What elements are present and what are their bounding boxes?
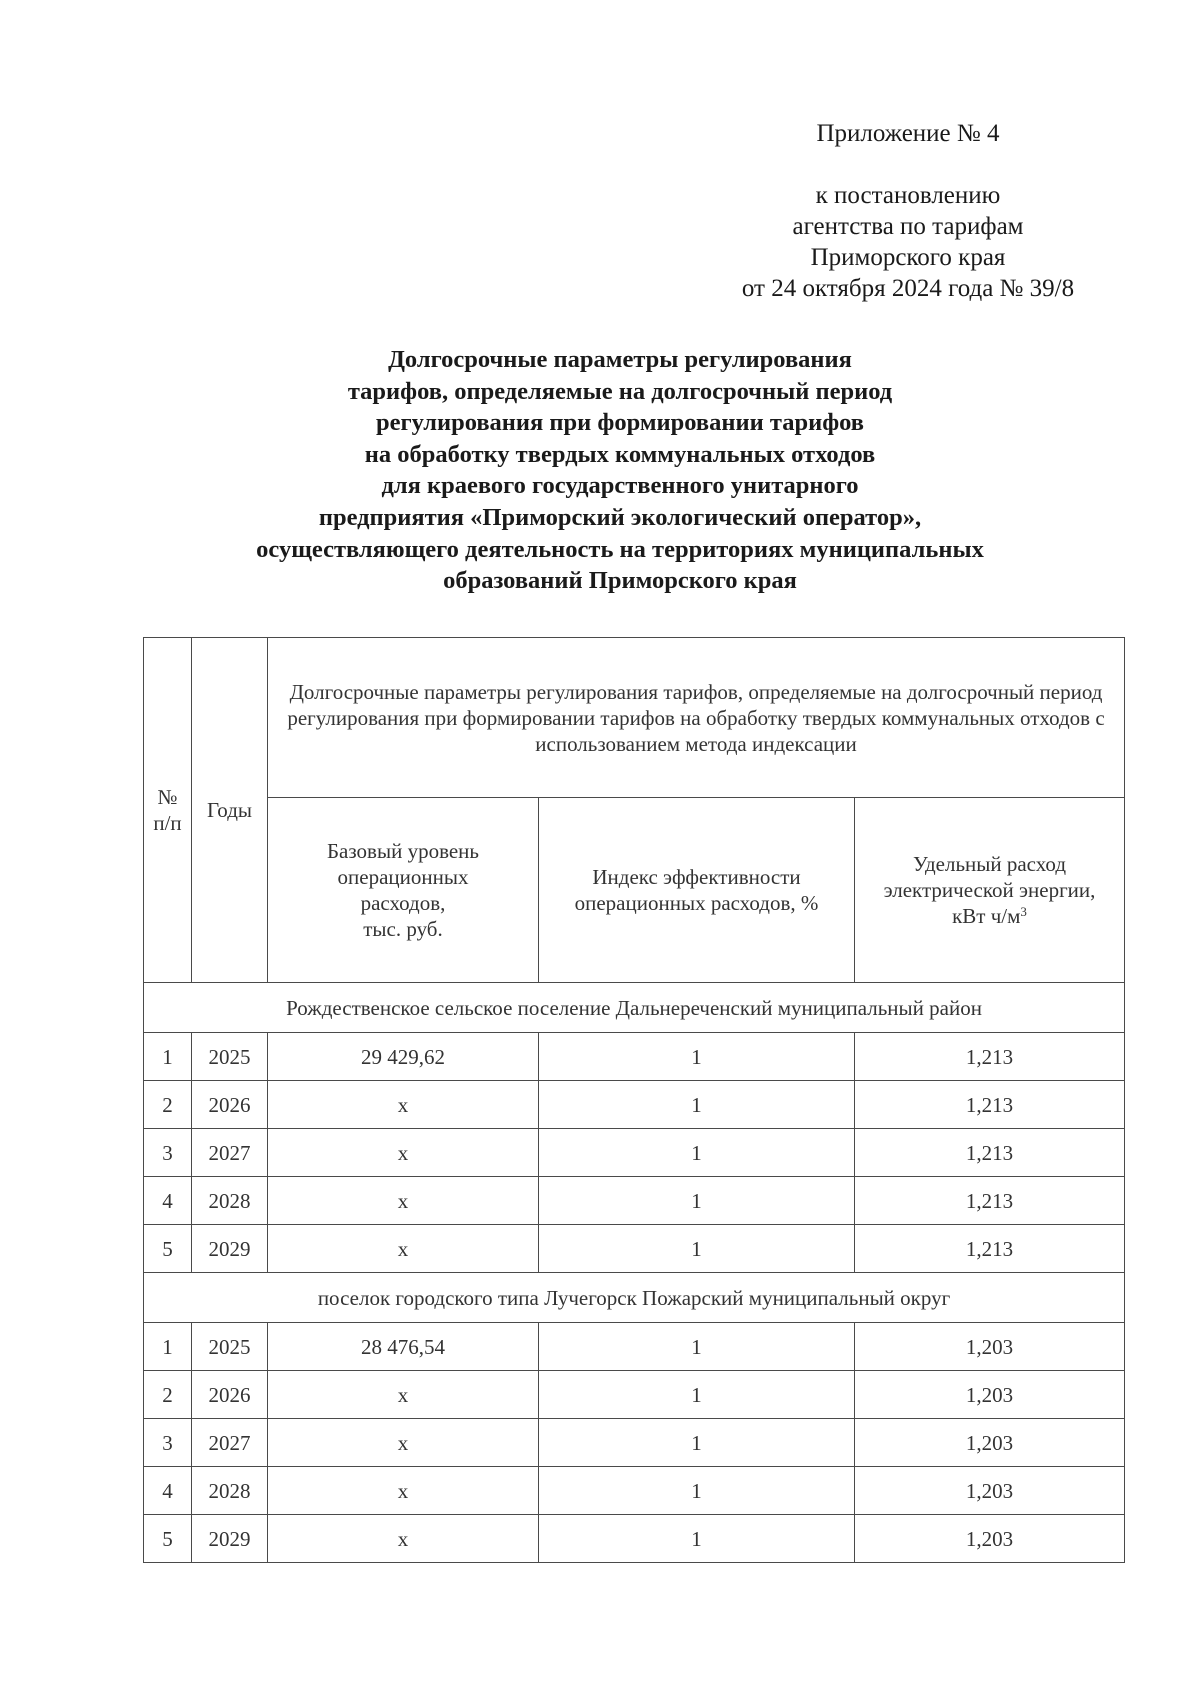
- parameters-table: [143, 637, 1125, 1563]
- cell-year: 2025: [192, 1323, 268, 1371]
- table-row: [144, 1467, 1125, 1515]
- cell-efficiency-index: 1: [539, 1419, 855, 1467]
- cell-efficiency-index: 1: [539, 1323, 855, 1371]
- cell-year: 2029: [192, 1225, 268, 1273]
- cell-base-level: х: [268, 1129, 539, 1177]
- cell-number: 4: [144, 1467, 192, 1515]
- cell-energy-consumption: 1,203: [855, 1419, 1125, 1467]
- cell-year: 2025: [192, 1033, 268, 1081]
- cell-efficiency-index: 1: [539, 1515, 855, 1563]
- cell-number: 4: [144, 1177, 192, 1225]
- appendix-number: Приложение № 4: [816, 120, 1000, 147]
- title-line: осуществляющего деятельность на территориях муниципальных: [256, 535, 984, 563]
- cell-year: 2026: [192, 1081, 268, 1129]
- cell-base-level: 28 476,54: [268, 1323, 539, 1371]
- cell-base-level: х: [268, 1419, 539, 1467]
- cell-number: 3: [144, 1129, 192, 1177]
- cell-energy-consumption: 1,213: [855, 1129, 1125, 1177]
- title-line: на обработку твердых коммунальных отходов: [364, 440, 876, 468]
- table-row: [144, 1033, 1125, 1081]
- table-row: [144, 1515, 1125, 1563]
- cell-energy-consumption: 1,213: [855, 1225, 1125, 1273]
- cell-year: 2028: [192, 1177, 268, 1225]
- cell-energy-consumption: 1,203: [855, 1515, 1125, 1563]
- cell-year: 2028: [192, 1467, 268, 1515]
- section-title: Рождественское сельское поселение Дальнереченский муниципальный район: [144, 983, 1125, 1033]
- cell-energy-consumption: 1,203: [855, 1371, 1125, 1419]
- cell-energy-consumption: 1,203: [855, 1467, 1125, 1515]
- cell-efficiency-index: 1: [539, 1033, 855, 1081]
- cell-number: 1: [144, 1323, 192, 1371]
- header-energy-consumption: Удельный расход электрической энергии, кВт $ч/м^3$: [855, 798, 1125, 983]
- cell-efficiency-index: 1: [539, 1129, 855, 1177]
- title-line: тарифов, определяемые на долгосрочный период: [347, 377, 893, 405]
- appendix-block: [728, 118, 1088, 304]
- cell-base-level: х: [268, 1177, 539, 1225]
- table-row: [144, 1225, 1125, 1273]
- header-group: Долгосрочные параметры регулирования тарифов, определяемые на долгосрочный период регулирования при формировании тарифов на обработку твердых коммунальных отходов с использованием метода индексации: [268, 638, 1125, 798]
- appendix-line: Приморского края: [810, 244, 1006, 271]
- cell-energy-consumption: 1,203: [855, 1323, 1125, 1371]
- section-row: [144, 1273, 1125, 1323]
- header-base-level: Базовый уровень операционных расходов, тыс. руб.: [268, 798, 539, 983]
- title-line: образований Приморского края: [443, 567, 797, 595]
- cell-number: 2: [144, 1371, 192, 1419]
- section-title: поселок городского типа Лучегорск Пожарский муниципальный округ: [144, 1273, 1125, 1323]
- cell-number: 1: [144, 1033, 192, 1081]
- table-body: [144, 983, 1125, 1563]
- cell-base-level: х: [268, 1081, 539, 1129]
- title-line: Долгосрочные параметры регулирования: [388, 346, 852, 373]
- table-row: [144, 1323, 1125, 1371]
- cell-number: 3: [144, 1419, 192, 1467]
- document-title: [150, 344, 1090, 597]
- section-row: [144, 983, 1125, 1033]
- table-row: [144, 1177, 1125, 1225]
- table-row: [144, 1129, 1125, 1177]
- cell-energy-consumption: 1,213: [855, 1081, 1125, 1129]
- table-row: [144, 1081, 1125, 1129]
- cell-base-level: 29 429,62: [268, 1033, 539, 1081]
- cell-number: 5: [144, 1225, 192, 1273]
- header-number: № п/п: [144, 638, 192, 983]
- cell-efficiency-index: 1: [539, 1081, 855, 1129]
- cell-energy-consumption: 1,213: [855, 1033, 1125, 1081]
- title-line: для краевого государственного унитарного: [381, 472, 859, 500]
- cell-efficiency-index: 1: [539, 1177, 855, 1225]
- table-row: [144, 1419, 1125, 1467]
- cell-year: 2029: [192, 1515, 268, 1563]
- cell-base-level: х: [268, 1225, 539, 1273]
- cell-number: 5: [144, 1515, 192, 1563]
- title-line: регулирования при формировании тарифов: [375, 409, 865, 437]
- cell-base-level: х: [268, 1467, 539, 1515]
- cell-year: 2026: [192, 1371, 268, 1419]
- cell-energy-consumption: 1,213: [855, 1177, 1125, 1225]
- cell-year: 2027: [192, 1129, 268, 1177]
- cell-year: 2027: [192, 1419, 268, 1467]
- cell-base-level: х: [268, 1371, 539, 1419]
- appendix-line: от 24 октября 2024 года № 39/8: [741, 275, 1075, 302]
- appendix-line: к постановлению: [815, 182, 1001, 209]
- cell-efficiency-index: 1: [539, 1371, 855, 1419]
- header-efficiency-index: Индекс эффективности операционных расходов, %: [539, 798, 855, 983]
- appendix-line: агентства по тарифам: [792, 213, 1024, 240]
- table-row: [144, 1371, 1125, 1419]
- cell-number: 2: [144, 1081, 192, 1129]
- cell-base-level: х: [268, 1515, 539, 1563]
- cell-efficiency-index: 1: [539, 1225, 855, 1273]
- title-line: предприятия «Приморский экологический оператор»,: [318, 503, 922, 531]
- header-years: Годы: [192, 638, 268, 983]
- cell-efficiency-index: 1: [539, 1467, 855, 1515]
